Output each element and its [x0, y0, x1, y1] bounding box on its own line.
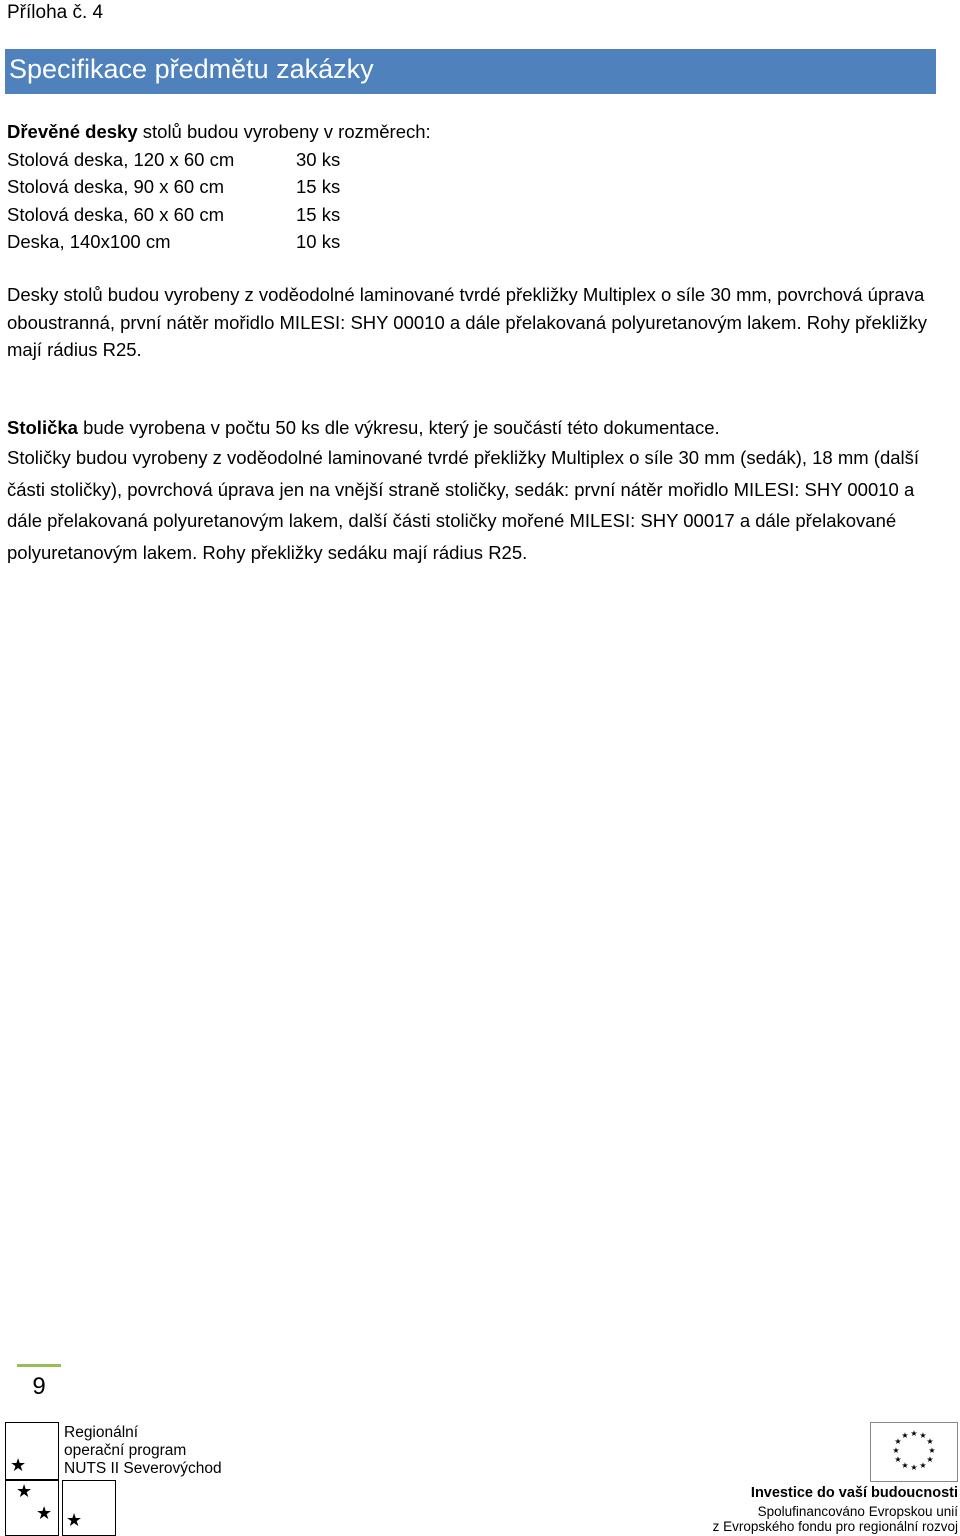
annex-label: Příloha č. 4: [7, 2, 104, 23]
stool-material-paragraph: Stoličky budou vyrobeny z voděodolné laminované tvrdé překližky Multiplex o síle 30 mm (sedák), 18 mm (další části stoličky), povrchová úprava jen na vnější straně stoličky, sedák: první nátěr mořidlo MILESI: SHY 00010 a dále přelakovaná polyuretanovým lakem, další části stoličky mořené MILESI: SHY 00017 a dále přelakované polyuretanovým lakem. Rohy překližky sedáku mají rádius R25.: [7, 447, 920, 563]
rop-line: NUTS II Severovýchod: [64, 1460, 222, 1477]
rop-logo-star-box: [5, 1422, 59, 1480]
svg-text:★: ★: [894, 1437, 902, 1446]
eu-cofinance-line: Spolufinancováno Evropskou unií: [757, 1504, 958, 1519]
stool-intro: [7, 414, 937, 441]
svg-text:★: ★: [894, 1455, 902, 1464]
page-number: 9: [32, 1373, 46, 1400]
svg-text:★: ★: [901, 1461, 909, 1470]
desk-item-label: Stolová deska, 90 x 60 cm: [7, 176, 224, 197]
desk-intro-bold: Dřevěné desky: [7, 121, 138, 142]
svg-text:★: ★: [926, 1437, 934, 1446]
page-number-rule: [17, 1364, 61, 1367]
rop-logo-star-box: [5, 1480, 59, 1536]
stool-intro-bold: Stolička: [7, 417, 78, 438]
svg-text:★: ★: [901, 1431, 909, 1440]
desk-spec: [7, 118, 431, 256]
svg-text:★: ★: [892, 1446, 900, 1455]
rop-line: Regionální: [64, 1424, 139, 1441]
eu-fund-line: z Evropského fondu pro regionální rozvoj: [712, 1519, 958, 1534]
star-icon: ★: [36, 1503, 53, 1524]
desk-item: [7, 228, 431, 256]
section-banner: [5, 49, 936, 94]
desk-item-label: Deska, 140x100 cm: [7, 231, 171, 252]
rop-line: operační program: [64, 1442, 187, 1459]
desk-item: [7, 201, 431, 229]
star-icon: ★: [16, 1481, 33, 1502]
desk-item-qty: 10 ks: [296, 231, 341, 252]
eu-slogan: Investice do vaší budoucnosti: [750, 1485, 958, 1501]
svg-text:★: ★: [926, 1455, 934, 1464]
desk-item: [7, 146, 431, 174]
star-icon: ★: [10, 1455, 27, 1476]
desk-intro-text: stolů budou vyrobeny v rozměrech:: [137, 121, 431, 142]
svg-text:★: ★: [928, 1446, 936, 1455]
desk-item-qty: 15 ks: [296, 203, 341, 225]
desk-item-label: Stolová deska, 120 x 60 cm: [7, 148, 235, 170]
eu-stars-icon: [871, 1423, 957, 1481]
section-title: Specifikace předmětu zakázky: [9, 54, 374, 84]
rop-logo-text: [64, 1424, 222, 1478]
desk-item-label: Stolová deska, 60 x 60 cm: [7, 203, 224, 225]
star-icon: ★: [66, 1510, 83, 1531]
svg-text:★: ★: [919, 1431, 927, 1440]
rop-logo-star-box: [62, 1480, 116, 1536]
stool-intro-text: bude vyrobena v počtu 50 ks dle výkresu, který je součástí této dokumentace.: [77, 417, 720, 438]
desk-material-paragraph: Desky stolů budou vyrobeny z voděodolné laminované tvrdé překližky Multiplex o síle 30 mm, povrchová úprava oboustranná, první nátěr mořidlo MILESI: SHY 00010 a dále přelakovaná polyuretanovým lakem. Rohy překližky mají rádius R25.: [7, 284, 928, 360]
desk-item-qty: 30 ks: [296, 148, 341, 170]
desk-item: [7, 173, 431, 201]
svg-text:★: ★: [910, 1463, 918, 1472]
svg-text:★: ★: [910, 1429, 918, 1438]
desk-item-qty: 15 ks: [296, 176, 341, 197]
svg-text:★: ★: [919, 1461, 927, 1470]
eu-flag-logo: [870, 1422, 958, 1482]
desk-intro: [7, 118, 431, 146]
